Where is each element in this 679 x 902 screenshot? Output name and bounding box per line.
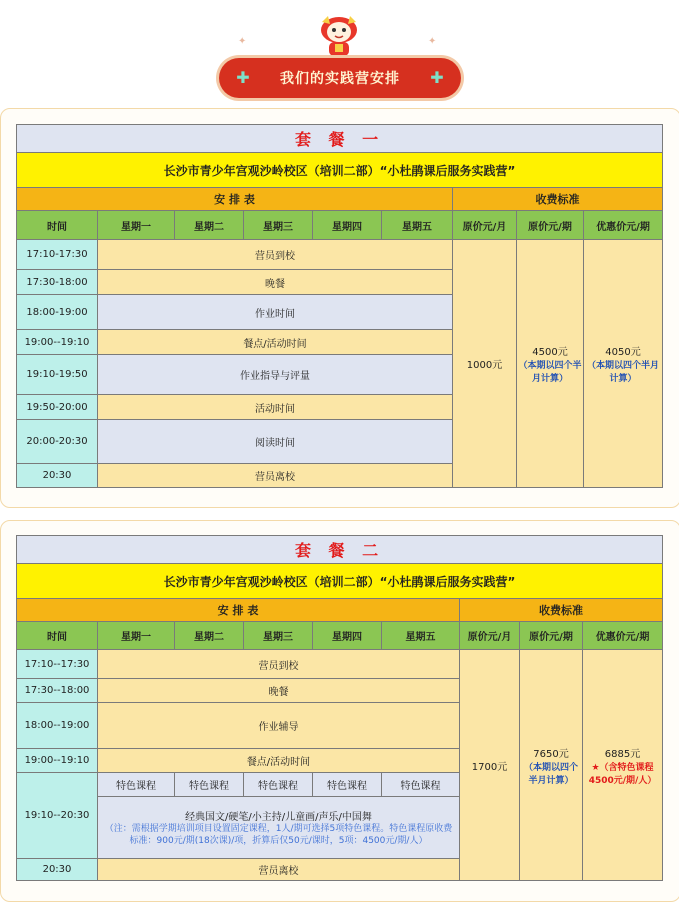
activity-cell: 营员到校 bbox=[98, 240, 453, 270]
price-discount bbox=[584, 240, 663, 488]
plan-one-table bbox=[16, 124, 663, 488]
col-price-discount: 优惠价元/期 bbox=[583, 622, 663, 650]
col-mon: 星期一 bbox=[98, 211, 175, 240]
col-price-discount: 优惠价元/期 bbox=[584, 211, 663, 240]
activity-cell: 作业指导与评量 bbox=[98, 355, 453, 395]
time-cell: 20:30 bbox=[17, 464, 98, 488]
col-tue: 星期二 bbox=[175, 211, 244, 240]
price-discount-value: 4050元 bbox=[605, 347, 641, 358]
fee-label: 收费标准 bbox=[460, 599, 663, 622]
spark-left: ✦ bbox=[238, 36, 247, 47]
price-discount-value: 6885元 bbox=[604, 748, 641, 760]
activity-cell: 营员到校 bbox=[98, 650, 460, 679]
price-discount bbox=[583, 650, 663, 881]
activity-cell: 晚餐 bbox=[98, 679, 460, 703]
feature-thu: 特色课程 bbox=[313, 773, 382, 797]
price-discount-note: （含特色课程4500元/期/人） bbox=[588, 762, 657, 786]
feature-note: （注：需根据学期培训项目设置固定课程，1人/期可选择5项特色课程。特色课程原收费标准：900元/期(18次课)/项，折算后仅50元/课时，5项：4500元/期/人） bbox=[104, 824, 453, 846]
time-cell: 19:50-20:00 bbox=[17, 395, 98, 420]
time-cell: 20:00-20:30 bbox=[17, 420, 98, 464]
clover-icon-left: ✚ bbox=[236, 68, 250, 87]
activity-cell: 作业辅导 bbox=[98, 703, 460, 749]
col-price-period: 原价元/期 bbox=[520, 622, 583, 650]
col-fri: 星期五 bbox=[382, 211, 453, 240]
schedule-label: 安 排 表 bbox=[17, 188, 453, 211]
time-cell: 17:30-18:00 bbox=[17, 270, 98, 295]
time-cell: 17:30--18:00 bbox=[17, 679, 98, 703]
activity-cell: 阅读时间 bbox=[98, 420, 453, 464]
time-cell: 18:00--19:00 bbox=[17, 703, 98, 749]
price-period-note: （本期以四个半月计算） bbox=[518, 361, 582, 384]
time-cell: 19:00--19:10 bbox=[17, 749, 98, 773]
feature-fri: 特色课程 bbox=[382, 773, 460, 797]
activity-cell: 餐点/活动时间 bbox=[98, 749, 460, 773]
price-period-note: （本期以四个半月计算） bbox=[523, 762, 578, 786]
activity-cell: 餐点/活动时间 bbox=[98, 330, 453, 355]
activity-cell: 晚餐 bbox=[98, 270, 453, 295]
plan-title: 套 餐 一 bbox=[17, 125, 663, 153]
time-cell: 17:10-17:30 bbox=[17, 240, 98, 270]
camp-name: 长沙市青少年宫观沙岭校区（培训二部）“小杜鹃课后服务实践营” bbox=[17, 564, 663, 599]
feature-courses: 经典国文/硬笔/小主持/儿童画/声乐/中国舞 bbox=[185, 812, 372, 823]
time-cell: 20:30 bbox=[17, 859, 98, 881]
time-cell: 19:00--19:10 bbox=[17, 330, 98, 355]
feature-detail bbox=[98, 797, 460, 859]
feature-mon: 特色课程 bbox=[98, 773, 175, 797]
col-time: 时间 bbox=[17, 211, 98, 240]
col-mon: 星期一 bbox=[98, 622, 175, 650]
price-period-value: 4500元 bbox=[532, 347, 568, 358]
col-price-month: 原价元/月 bbox=[460, 622, 520, 650]
clover-icon-right: ✚ bbox=[430, 68, 444, 87]
time-cell: 19:10-19:50 bbox=[17, 355, 98, 395]
page-title: 我们的实践营安排 bbox=[280, 71, 400, 87]
activity-cell: 作业时间 bbox=[98, 295, 453, 330]
activity-cell: 营员离校 bbox=[98, 464, 453, 488]
section-title-banner bbox=[219, 58, 461, 98]
col-thu: 星期四 bbox=[313, 622, 382, 650]
price-period-value: 7650元 bbox=[533, 748, 569, 760]
schedule-label: 安 排 表 bbox=[17, 599, 460, 622]
plan-two-table bbox=[16, 535, 663, 881]
price-period bbox=[520, 650, 583, 881]
col-price-month: 原价元/月 bbox=[453, 211, 517, 240]
col-time: 时间 bbox=[17, 622, 98, 650]
price-month: 1000元 bbox=[453, 240, 517, 488]
feature-wed: 特色课程 bbox=[244, 773, 313, 797]
price-month: 1700元 bbox=[460, 650, 520, 881]
price-period bbox=[517, 240, 584, 488]
feature-tue: 特色课程 bbox=[175, 773, 244, 797]
time-cell: 19:10--20:30 bbox=[17, 773, 98, 859]
spark-right: ✦ bbox=[428, 36, 437, 47]
price-discount-note: （本期以四个半月计算） bbox=[587, 361, 660, 384]
col-wed: 星期三 bbox=[244, 211, 313, 240]
col-fri: 星期五 bbox=[382, 622, 460, 650]
activity-cell: 营员离校 bbox=[98, 859, 460, 881]
activity-cell: 活动时间 bbox=[98, 395, 453, 420]
camp-name: 长沙市青少年宫观沙岭校区（培训二部）“小杜鹃课后服务实践营” bbox=[17, 153, 663, 188]
fee-label: 收费标准 bbox=[453, 188, 663, 211]
col-wed: 星期三 bbox=[244, 622, 313, 650]
plan-title: 套 餐 二 bbox=[17, 536, 663, 564]
lion-mascot-icon bbox=[316, 14, 362, 58]
time-cell: 18:00-19:00 bbox=[17, 295, 98, 330]
col-tue: 星期二 bbox=[175, 622, 244, 650]
col-thu: 星期四 bbox=[313, 211, 382, 240]
time-cell: 17:10--17:30 bbox=[17, 650, 98, 679]
col-price-period: 原价元/期 bbox=[517, 211, 584, 240]
star-icon: ★ bbox=[591, 762, 600, 773]
